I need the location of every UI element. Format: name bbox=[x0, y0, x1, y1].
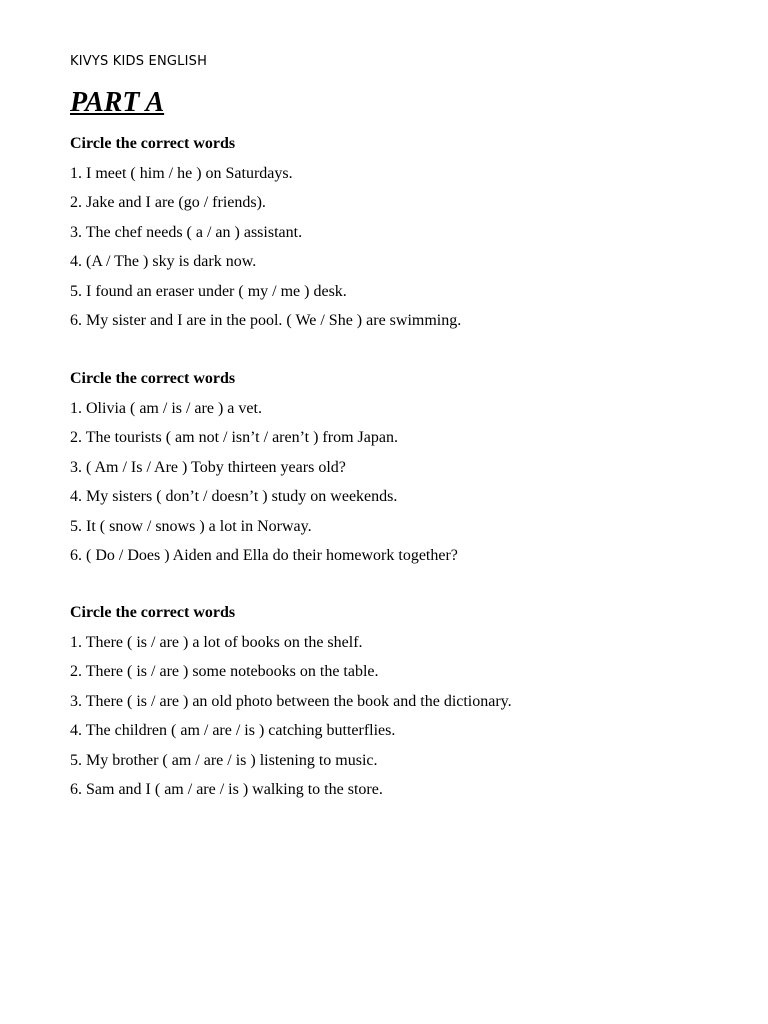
exercise-item: 2. There ( is / are ) some notebooks on the table. bbox=[70, 663, 379, 680]
exercise-item: 2. Jake and I are (go / friends). bbox=[70, 194, 266, 211]
exercise-section-2 bbox=[70, 369, 750, 576]
exercise-section-3 bbox=[70, 603, 750, 810]
exercise-item: 1. Olivia ( am / is / are ) a vet. bbox=[70, 399, 262, 417]
exercise-item: 3. The chef needs ( a / an ) assistant. bbox=[70, 223, 303, 241]
exercise-item: 5. I found an eraser under ( my / me ) desk. bbox=[70, 282, 347, 300]
exercise-item: 6. ( Do / Does ) Aiden and Ella do their homework together? bbox=[70, 547, 458, 564]
brand-title: KIVYS KIDS ENGLISH bbox=[70, 54, 208, 69]
exercise-item: 4. My sisters ( don’t / doesn’t ) study on weekends. bbox=[70, 488, 398, 505]
exercise-item: 5. It ( snow / snows ) a lot in Norway. bbox=[70, 517, 312, 535]
exercise-item: 1. I meet ( him / he ) on Saturdays. bbox=[70, 164, 293, 182]
section-heading: Circle the correct words bbox=[70, 604, 236, 621]
exercise-item: 4. The children ( am / are / is ) catching butterflies. bbox=[70, 722, 396, 739]
exercise-item: 1. There ( is / are ) a lot of books on the shelf. bbox=[70, 633, 363, 651]
exercise-item: 3. ( Am / Is / Are ) Toby thirteen years old? bbox=[70, 458, 346, 476]
exercise-item: 5. My brother ( am / are / is ) listening to music. bbox=[70, 751, 378, 769]
exercise-item: 3. There ( is / are ) an old photo between the book and the dictionary. bbox=[70, 692, 512, 710]
exercise-section-1 bbox=[70, 134, 750, 341]
section-heading: Circle the correct words bbox=[70, 135, 236, 152]
exercise-item: 2. The tourists ( am not / isn’t / aren’t ) from Japan. bbox=[70, 429, 398, 446]
part-title: PART A bbox=[70, 87, 165, 118]
exercise-item: 6. Sam and I ( am / are / is ) walking to the store. bbox=[70, 781, 383, 798]
section-heading: Circle the correct words bbox=[70, 370, 236, 387]
exercise-item: 4. (A / The ) sky is dark now. bbox=[70, 253, 257, 270]
exercise-item: 6. My sister and I are in the pool. ( We / She ) are swimming. bbox=[70, 312, 462, 329]
